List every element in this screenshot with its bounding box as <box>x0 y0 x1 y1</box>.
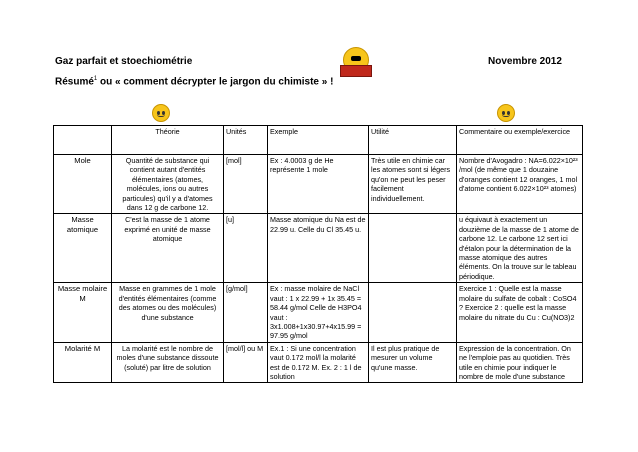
example-cell: Masse atomique du Na est de 22.99 u. Celle du Cl 35.45 u. <box>268 214 369 283</box>
comment-cell: Expression de la concentration. On ne l'emploie pas au quotidien. Très utile en chimie pour indiquer le nombre de mole d'une substance <box>457 342 583 383</box>
table-row <box>54 342 583 383</box>
document-date: Novembre 2012 <box>488 56 562 67</box>
units-cell: [u] <box>224 214 268 283</box>
header-empty-cell <box>54 126 112 155</box>
column-header-units: Unités <box>224 126 268 155</box>
document-title: Gaz parfait et stoechiométrie <box>55 56 193 67</box>
table-header-row <box>54 126 583 155</box>
term-cell: Mole <box>54 155 112 214</box>
thinking-smiley-icon <box>152 104 170 122</box>
example-cell: Ex : 4.0003 g de He représente 1 mole <box>268 155 369 214</box>
document-subtitle: Résumé$^1$ ou « comment décrypter le jargon du chimiste » ! <box>55 76 334 88</box>
column-header-comment: Commentaire ou exemple/exercice <box>457 126 583 155</box>
theory-cell: La molarité est le nombre de moles d'une substance dissoute (soluté) par litre de solution <box>112 342 224 383</box>
utility-cell: Très utile en chimie car les atomes sont si légers qu'on ne peut les peser facilement individuellement. <box>369 155 457 214</box>
units-cell: [mol/l] ou M <box>224 342 268 383</box>
example-cell: Ex : masse molaire de NaCl vaut : 1 x 22.99 + 1x 35.45 = 58.44 g/mol Celle de H3PO4 vaut : 3x1.008+1x30.97+4x15.99 = 97.95 g/mol <box>268 283 369 342</box>
term-cell: Molarité M <box>54 342 112 383</box>
comment-cell: Nombre d'Avogadro : NA=6.022×10²³ /mol (de même que 1 douzaine d'oranges contient 12 oranges, 1 mol d'atome contient 6.022×10²³ atomes) <box>457 155 583 214</box>
theory-cell: Masse en grammes de 1 mole d'entités élémentaires (comme des atomes ou des molécules) d'une substance <box>112 283 224 342</box>
theory-cell: C'est la masse de 1 atome exprimé en unité de masse atomique <box>112 214 224 283</box>
table-row <box>54 283 583 342</box>
units-cell: [g/mol] <box>224 283 268 342</box>
column-header-example: Exemple <box>268 126 369 155</box>
example-cell: Ex.1 : Si une concentration vaut 0.172 mol/l la molarité est de 0.172 M. Ex. 2 : 1 l de solution <box>268 342 369 383</box>
utility-cell: Il est plus pratique de mesurer un volume qu'une masse. <box>369 342 457 383</box>
utility-cell <box>369 214 457 283</box>
comment-cell: u équivaut à exactement un douzième de la masse de 1 atome de carbone 12. Le carbone 12 sert ici d'étalon pour la détermination de la masse atomique des autres éléments. On la trouve sur le tableau périodique. <box>457 214 583 283</box>
table-row <box>54 155 583 214</box>
smiley-icon <box>497 104 515 122</box>
column-header-utility: Utilité <box>369 126 457 155</box>
term-cell: Masse atomique <box>54 214 112 283</box>
theory-cell: Quantité de substance qui contient autant d'entités élémentaires (atomes, molécules, ions ou autres particules) qu'il y a d'atomes dans 12 g de carbone 12. <box>112 155 224 214</box>
term-cell: Masse molaire M <box>54 283 112 342</box>
book-icon <box>340 65 372 77</box>
table-row <box>54 214 583 283</box>
summary-table <box>53 125 583 383</box>
utility-cell <box>369 283 457 342</box>
comment-cell: Exercice 1 : Quelle est la masse molaire du sulfate de cobalt : CoSO4 ? Exercice 2 : quelle est la masse molaire du nitrate du Cu : Cu(NO3)2 <box>457 283 583 342</box>
units-cell: [mol] <box>224 155 268 214</box>
column-header-theory: Théorie <box>112 126 224 155</box>
